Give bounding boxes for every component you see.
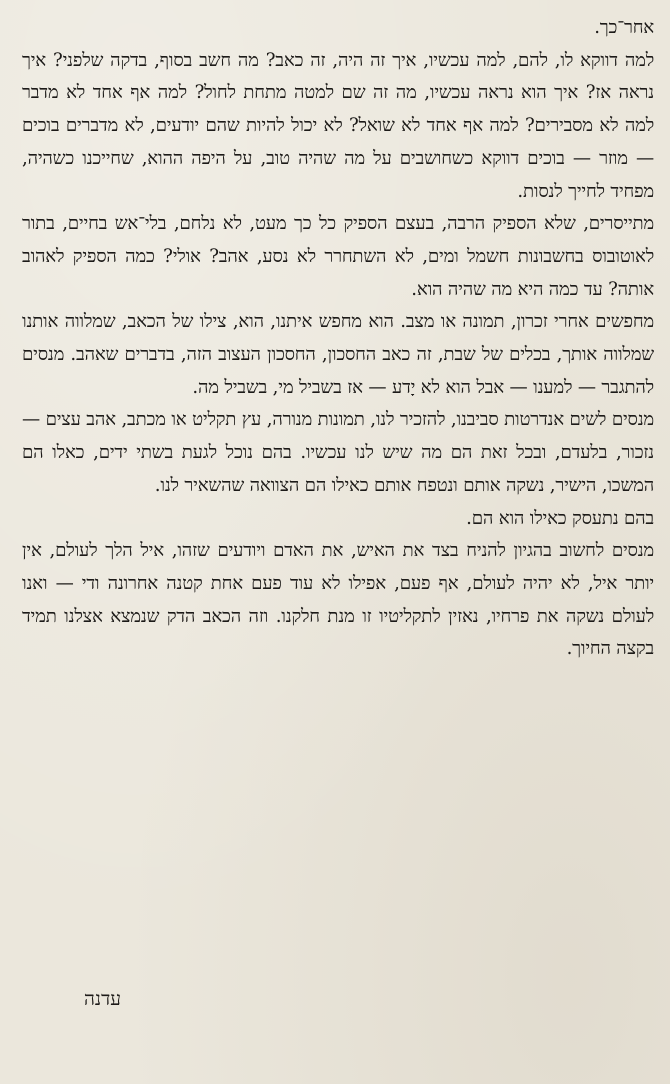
- paragraph-questions: למה דווקא לו, להם, למה עכשיו, איך זה היה, זה כאב? מה חשב בסוף, בדקה שלפני? איך נראה אז? איך הוא נראה עכשיו, מה זה שם למטה מתחת לחול? למה אף אחד לא מדבר למה לא מסבירים? למה אף אחד לא שואל? לא יכול להיות שהם יודעים, לא מדברים בוכים — מוזר — בוכים דווקא כשחושבים על מה שהיה טוב, על היפה ההוא, שחייכנו כשהיה, מפחיד לחייך לנסות.: [22, 49, 654, 202]
- paragraph-short: בהם נתעסק כאילו הוא הם.: [466, 507, 654, 529]
- paragraph-closing: מנסים לחשוב בהגיון להניח בצד את האיש, את האדם ויודעים שזהו, איל הלך לעולם, אין יותר איל, לא יהיה לעולם, אף פעם, אפילו לא עוד פעם אחת קטנה אחרונה ודי — ואנו לעולם נשקה את פרחיו, נאזין לתקליטיו זו מנת חלקנו. וזה הכאב הדק שנמצא אצלנו תמיד בקצה החיוך.: [22, 540, 654, 660]
- paragraph-searching: מחפשים אחרי זכרון, תמונה או מצב. הוא מחפש איתנו, הוא, צילו של הכאב, שמלווה אותנו שמלווה אותך, בכלים של שבת, זה כאב החסכון, החסכון העצוב הזה, בדברים שאהב. מנסים להתגבר — למענו — אבל הוא לא יָדע — אז בשביל מי, בשביל מה.: [22, 311, 654, 398]
- paragraph-opening: אחר־כך.: [594, 17, 654, 38]
- paragraph-regrets: מתייסרים, שלא הספיק הרבה, בעצם הספיק כל כך מעט, לא נלחם, בלי־אש בחיים, בתור לאוטובוס בחשבונות חשמל ומים, לא השתחרר לא נסע, אהב? אולי? כמה הספיק לאהוב אותה? עד כמה היא מה שהיה הוא.: [22, 213, 654, 300]
- poem-text: [22, 12, 654, 666]
- paragraph-memorials: מנסים לשים אנדרטות סביבנו, להזכיר לנו, תמונות מנורה, עץ תקליט או מכתב, אהב עצים — נזכור, בלעדם, ובכל זאת הם מה שיש לנו עכשיו. בהם נוכל לגעת בשתי ידים, כאלו הם המשכו, הישיר, נשקה אותם ונטפח אותם כאילו הם הצוואה שהשאיר לנו.: [22, 409, 654, 496]
- author-signature: עדנה: [84, 988, 121, 1010]
